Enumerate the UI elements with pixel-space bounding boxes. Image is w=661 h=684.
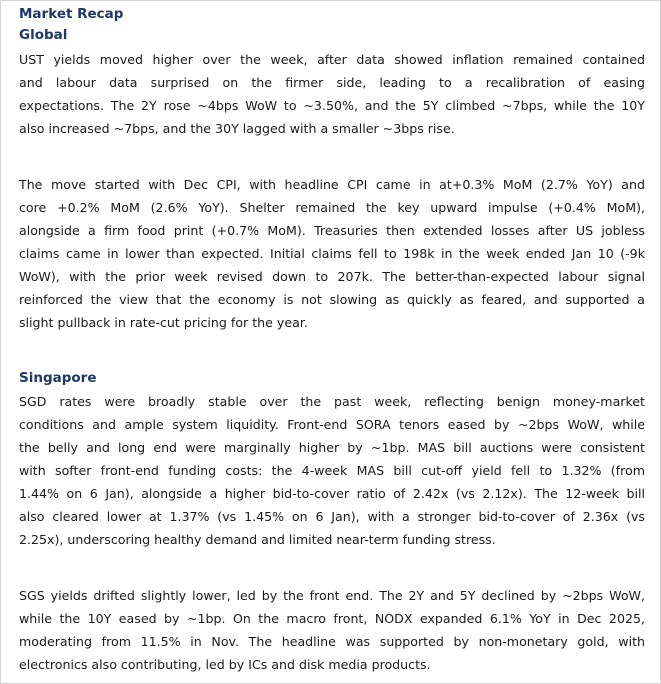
text-line: alongside a firm food print (+0.7% MoM). Treasuries then extended losses after US jobless [19,223,645,238]
global-paragraph-2 [19,173,645,334]
text-line: SGS yields drifted slightly lower, led by the front end. The 2Y and 5Y declined by ~2bps WoW, [19,588,645,603]
text-line: 1.44% on 6 Jan), alongside a higher bid-to-cover ratio of 2.42x (vs 2.12x). The 12-week bill [19,486,645,501]
text-line: WoW), with the prior week revised down to 207k. The better-than-expected labour signal [19,269,645,284]
text-line: while the 10Y eased by ~1bp. On the macro front, NODX expanded 6.1% YoY in Dec 2025, [19,611,645,626]
text-line: claims came in lower than expected. Initial claims fell to 198k in the week ended Jan 10 (-9k [19,246,645,261]
text-line: moderating from 11.5% in Nov. The headline was supported by non-monetary gold, with [19,634,645,649]
text-line: expectations. The 2Y rose ~4bps WoW to ~3.50%, and the 5Y climbed ~7bps, while the 10Y [19,98,645,113]
text-line: conditions and ample system liquidity. Front-end SORA tenors eased by ~2bps WoW, while [19,417,645,432]
document-title: Market Recap [19,6,124,22]
section-heading-singapore: Singapore [19,370,97,386]
section-heading-global: Global [19,27,68,43]
text-line: reinforced the view that the economy is not slowing as quickly as feared, and supported a [19,292,645,307]
text-line: core +0.2% MoM (2.6% YoY). Shelter remained the key upward impulse (+0.4% MoM), [19,200,645,215]
text-line: slight pullback in rate-cut pricing for the year. [19,315,308,330]
text-line: and labour data surprised on the firmer side, leading to a recalibration of easing [19,75,645,90]
text-line: SGD rates were broadly stable over the past week, reflecting benign money-market [19,394,645,409]
text-line: with softer front-end funding costs: the 4-week MAS bill cut-off yield fell to 1.32% (from [19,463,645,478]
global-paragraph-1 [19,48,645,140]
text-line: The move started with Dec CPI, with headline CPI came in at+0.3% MoM (2.7% YoY) and [19,177,645,192]
text-line: electronics also contributing, led by ICs and disk media products. [19,657,431,672]
text-line: also increased ~7bps, and the 30Y lagged with a smaller ~3bps rise. [19,121,455,136]
text-line: UST yields moved higher over the week, after data showed inflation remained contained [19,52,645,67]
singapore-paragraph-1 [19,390,645,551]
text-line: also cleared lower at 1.37% (vs 1.45% on 6 Jan), with a stronger bid-to-cover of 2.36x (vs [19,509,645,524]
text-line: the belly and long end were marginally higher by ~1bp. MAS bill auctions were consistent [19,440,645,455]
text-line: 2.25x), underscoring healthy demand and limited near-term funding stress. [19,532,496,547]
singapore-paragraph-2 [19,584,645,676]
